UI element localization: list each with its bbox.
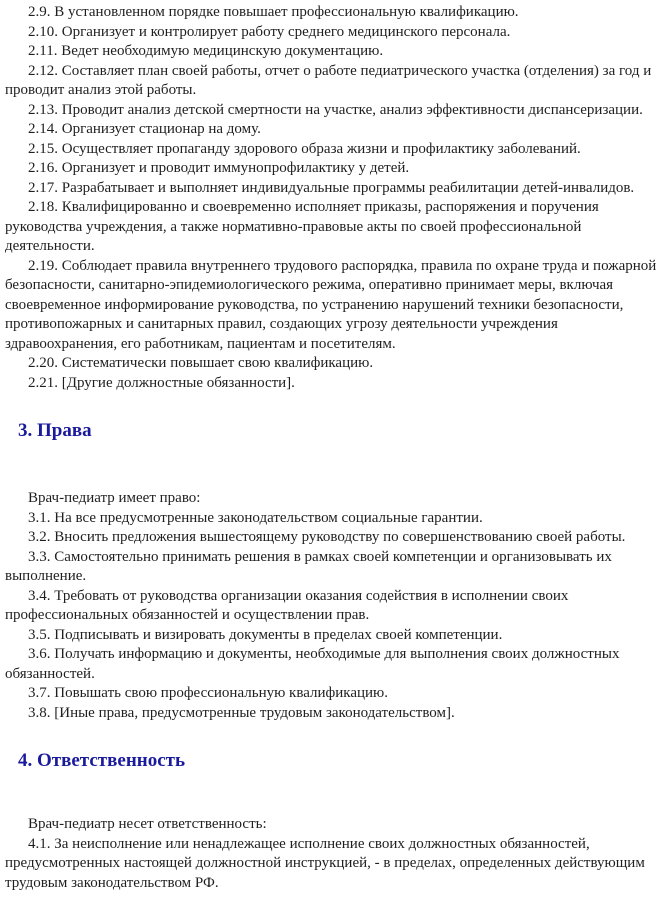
section-heading-responsibility: 4. Ответственность — [18, 750, 186, 771]
duty-paragraph: 2.16. Организует и проводит иммунопрофилактику у детей. — [28, 160, 410, 176]
right-paragraph: 3.8. [Иные права, предусмотренные трудовым законодательством]. — [28, 704, 455, 721]
duty-paragraph: 2.17. Разрабатывает и выполняет индивидуальные программы реабилитации детей-инвалидов. — [28, 179, 635, 196]
duty-paragraph: 2.11. Ведет необходимую медицинскую документацию. — [28, 43, 384, 59]
duty-paragraph: 2.10. Организует и контролирует работу среднего медицинского персонала. — [28, 23, 511, 40]
duty-paragraph: 2.14. Организует стационар на дому. — [28, 121, 261, 137]
section-heading-rights: 3. Права — [18, 420, 92, 441]
right-paragraph: 3.2. Вносить предложения вышестоящему руководству по совершенствованию своей работы. — [28, 529, 626, 545]
duty-paragraph: 2.13. Проводит анализ детской смертности на участке, анализ эффективности диспансеризации. — [28, 101, 643, 118]
duty-paragraph: 2.18. Квалифицированно и своевременно исполняет приказы, распоряжения и поручения руководства учреждения, а также нормативно-правовые акты по своей профессиональной деятельности. — [5, 199, 599, 254]
right-paragraph: 3.4. Требовать от руководства организации оказания содействия в исполнении своих профессиональных обязанностей и осуществлении прав. — [5, 587, 569, 623]
responsibility-intro: Врач-педиатр несет ответственность: — [28, 816, 267, 832]
right-paragraph: 3.6. Получать информацию и документы, необходимые для выполнения своих должностных обязанностей. — [5, 646, 620, 682]
duty-paragraph: 2.12. Составляет план своей работы, отчет о работе педиатрического участка (отделения) за год и проводит анализ этой работы. — [5, 62, 652, 98]
right-paragraph: 3.7. Повышать свою профессиональную квалификацию. — [28, 685, 388, 701]
duty-paragraph: 2.15. Осуществляет пропаганду здорового образа жизни и профилактику заболеваний. — [28, 140, 581, 157]
right-paragraph: 3.1. На все предусмотренные законодательством социальные гарантии. — [28, 509, 483, 526]
duty-paragraph: 2.20. Систематически повышает свою квалификацию. — [28, 355, 374, 371]
duty-paragraph: 2.21. [Другие должностные обязанности]. — [28, 374, 295, 391]
duty-paragraph: 2.9. В установленном порядке повышает профессиональную квалификацию. — [28, 4, 519, 20]
responsibility-paragraph: 4.1. За неисполнение или ненадлежащее исполнение своих должностных обязанностей, предусмотренных настоящей должностной инструкцией, - в пределах, определенных действующим трудовым законодательством РФ. — [5, 835, 645, 891]
duty-paragraph: 2.19. Соблюдает правила внутреннего трудового распорядка, правила по охране труда и пожарной безопасности, санитарно-эпидемиологического режима, оперативно принимает меры, включая своевременное информирование руководства, по устранению нарушений техники безопасности, противопожарных и санитарных правил, создающих угрозу деятельности учреждения здравоохранения, его работникам, пациентам и посетителям. — [5, 257, 657, 352]
rights-intro: Врач-педиатр имеет право: — [28, 490, 201, 506]
right-paragraph: 3.5. Подписывать и визировать документы в пределах своей компетенции. — [28, 626, 503, 643]
right-paragraph: 3.3. Самостоятельно принимать решения в рамках своей компетенции и организовывать их выполнение. — [5, 548, 612, 584]
